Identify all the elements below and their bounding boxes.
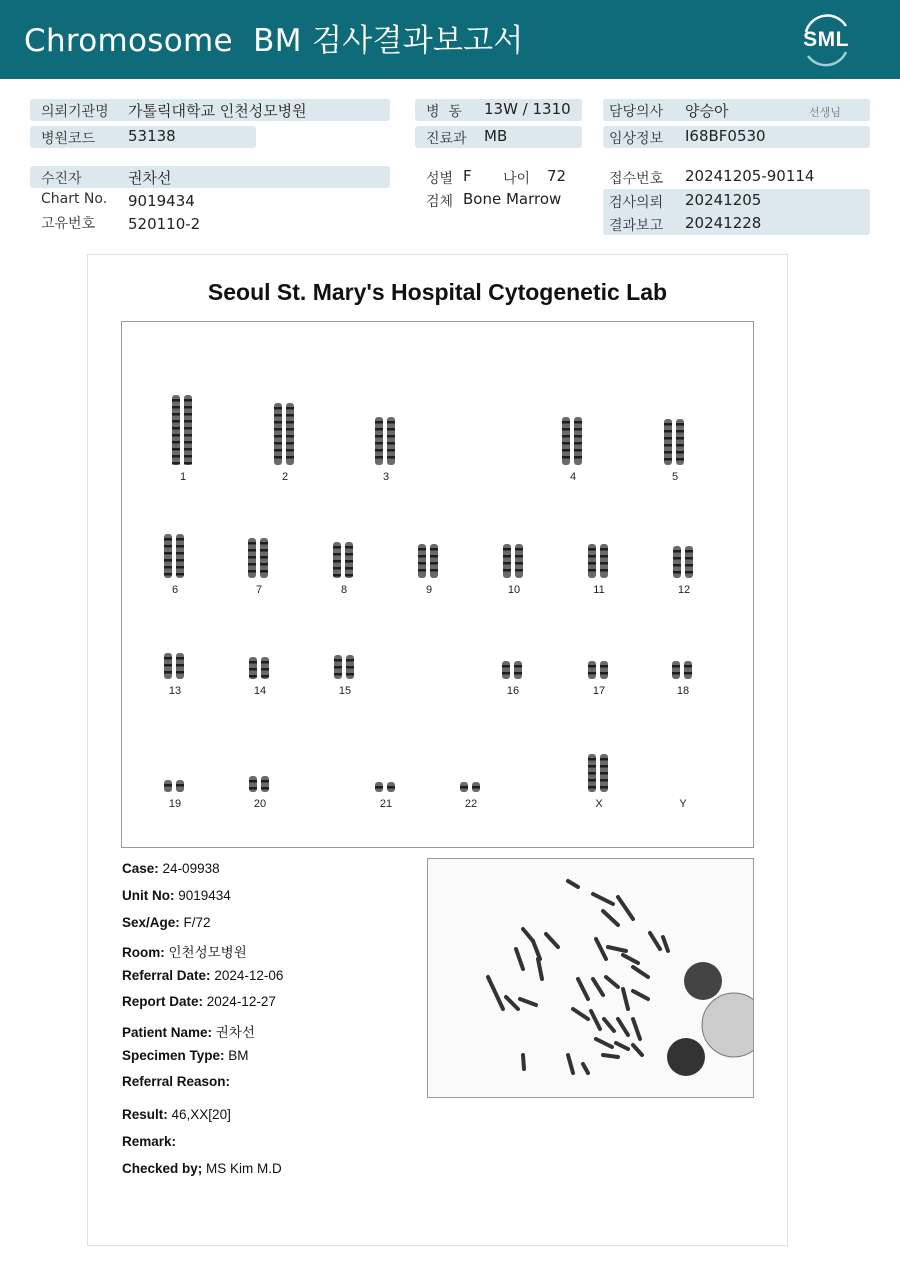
checked-line <box>122 1161 282 1176</box>
chromosome-label-15: 15 <box>338 685 352 697</box>
metaphase-chromosome <box>616 1043 628 1049</box>
chromosome-pair-20 <box>245 774 275 794</box>
hospital-code-label: 병원코드 <box>41 131 96 147</box>
department-value: MB <box>484 127 508 145</box>
metaphase-chromosome <box>618 897 633 919</box>
metaphase-spread-graphic <box>428 859 753 1097</box>
chromosome-label-20: 20 <box>253 798 267 810</box>
chart-value: 9019434 <box>128 192 195 210</box>
metaphase-chromosome <box>520 999 536 1005</box>
metaphase-chromosome <box>538 959 542 979</box>
chromosome-label-21: 21 <box>379 798 393 810</box>
metaphase-chromosome <box>593 894 613 904</box>
chromosome-label-16: 16 <box>506 685 520 697</box>
metaphase-chromosome <box>578 979 588 999</box>
metaphase-chromosome <box>546 934 558 947</box>
unit-label: Unit No: <box>122 888 175 903</box>
clinical-label: 임상정보 <box>609 131 664 147</box>
hospital-code-value: 53138 <box>128 127 176 145</box>
clinical-value: I68BF0530 <box>685 127 766 145</box>
specimen-type-value: BM <box>228 1048 249 1063</box>
chromosome-label-4: 4 <box>569 471 577 483</box>
metaphase-chromosome <box>516 949 523 969</box>
chromosome-pair-13 <box>160 651 190 681</box>
patient-bar <box>30 166 390 188</box>
chromosome-pair-21 <box>371 780 401 794</box>
referral-date-value: 2024-12-06 <box>214 968 284 983</box>
metaphase-chromosome <box>633 1045 642 1055</box>
metaphase-chromosome <box>663 937 668 951</box>
referral-reason-label: Referral Reason: <box>122 1074 231 1089</box>
chromosome-label-Y: Y <box>679 798 687 810</box>
chromosome-label-5: 5 <box>671 471 679 483</box>
chromosome-label-17: 17 <box>592 685 606 697</box>
lab-title: Seoul St. Mary's Hospital Cytogenetic Lab <box>207 279 668 305</box>
metaphase-chromosome <box>568 881 578 887</box>
sml-logo <box>796 12 856 68</box>
doctor-label: 담당의사 <box>609 104 664 120</box>
metaphase-chromosome <box>623 955 638 963</box>
chromosome-label-11: 11 <box>593 584 605 596</box>
receipt-label: 접수번호 <box>609 171 664 187</box>
chromosome-label-19: 19 <box>168 798 182 810</box>
receipt-value: 20241205-90114 <box>685 167 815 185</box>
sexage-value: F/72 <box>183 915 211 930</box>
sex-value: F <box>463 167 472 185</box>
chromosome-label-12: 12 <box>677 584 691 596</box>
patient-name-line <box>122 1021 255 1041</box>
metaphase-chromosome <box>506 997 518 1009</box>
metaphase-chromosome <box>523 929 533 941</box>
chromosome-label-14: 14 <box>253 685 267 697</box>
age-value: 72 <box>547 167 567 185</box>
karyotype-report <box>87 254 788 1246</box>
metaphase-chromosome <box>596 1039 612 1047</box>
chromosome-pair-7 <box>244 536 274 580</box>
metaphase-chromosome <box>583 1064 588 1073</box>
chromosome-pair-19 <box>160 778 190 794</box>
chromosome-label-X: X <box>595 798 603 810</box>
metaphase-chromosome <box>606 977 618 987</box>
chromosome-pair-2 <box>270 401 300 467</box>
institution-value: 가톨릭대학교 인천성모병원 <box>128 102 307 120</box>
metaphase-chromosome <box>593 979 603 995</box>
metaphase-chromosome <box>633 991 648 999</box>
metaphase-chromosome <box>603 911 618 925</box>
unit-line <box>122 888 231 903</box>
chromosome-pair-22 <box>456 780 486 794</box>
chromosome-pair-9 <box>414 542 444 580</box>
result-label: Result: <box>122 1107 168 1122</box>
chromosome-label-10: 10 <box>507 584 521 596</box>
remark-line <box>122 1134 176 1149</box>
doctor-value: 양승아 <box>685 102 729 120</box>
patient-name-value: 권차선 <box>215 1025 255 1040</box>
referral-reason-line <box>122 1074 230 1089</box>
metaphase-chromosome <box>650 933 660 949</box>
patient-label: 수진자 <box>41 171 82 187</box>
logo-text: SML <box>803 28 849 51</box>
specimen-type-label: Specimen Type: <box>122 1048 225 1063</box>
metaphase-chromosome <box>568 1055 573 1073</box>
case-line <box>122 861 220 876</box>
chromosome-pair-15 <box>330 653 360 681</box>
result-date-label: 결과보고 <box>609 218 664 234</box>
chromosome-pair-11 <box>584 542 614 580</box>
chart-label: Chart No. <box>41 191 108 207</box>
metaphase-chromosome <box>618 1019 628 1035</box>
chromosome-pair-8 <box>329 540 359 580</box>
metaphase-chromosome <box>633 1019 640 1039</box>
department-label: 진료과 <box>426 131 467 147</box>
metaphase-spread-image <box>427 858 754 1098</box>
unique-label: 고유번호 <box>41 216 96 232</box>
sexage-label: Sex/Age: <box>122 915 180 930</box>
specimen-value: Bone Marrow <box>463 190 562 208</box>
chromosome-pair-16 <box>498 659 528 681</box>
institution-label: 의뢰기관명 <box>41 104 109 120</box>
chromosome-pair-3 <box>371 415 401 467</box>
metaphase-chromosome <box>533 941 540 959</box>
specimen-type-line <box>122 1048 249 1063</box>
chromosome-pair-4 <box>558 415 588 467</box>
room-value: 인천성모병원 <box>168 945 247 960</box>
sexage-line <box>122 915 211 930</box>
metaphase-chromosome <box>603 1055 618 1057</box>
checked-label: Checked by; <box>122 1161 203 1176</box>
patient-name-label: Patient Name: <box>122 1025 213 1040</box>
chromosome-label-2: 2 <box>281 471 289 483</box>
report-date-label: Report Date: <box>122 994 204 1009</box>
nucleus-1 <box>684 962 722 1000</box>
request-label: 검사의뢰 <box>609 195 664 211</box>
report-date-line <box>122 994 276 1009</box>
checked-value: MS Kim M.D <box>206 1161 282 1176</box>
chromosome-label-6: 6 <box>171 584 179 596</box>
result-date-value: 20241228 <box>685 214 762 232</box>
chromosome-pair-14 <box>245 655 275 681</box>
metaphase-chromosome <box>591 1011 600 1029</box>
chromosome-label-18: 18 <box>676 685 690 697</box>
unit-value: 9019434 <box>178 888 231 903</box>
metaphase-chromosome <box>596 939 606 959</box>
patient-value: 권차선 <box>128 169 172 187</box>
chromosome-pair-1 <box>168 393 198 467</box>
room-line <box>122 941 247 961</box>
request-value: 20241205 <box>685 191 762 209</box>
age-label: 나이 <box>503 171 531 187</box>
chromosome-label-7: 7 <box>255 584 263 596</box>
chromosome-label-8: 8 <box>340 584 348 596</box>
ward-label: 병 동 <box>426 104 462 120</box>
room-label: Room: <box>122 945 165 960</box>
chromosome-label-22: 22 <box>464 798 478 810</box>
metaphase-chromosome <box>604 1019 614 1031</box>
chromosome-pair-17 <box>584 659 614 681</box>
chromosome-label-9: 9 <box>425 584 433 596</box>
chromosome-label-3: 3 <box>382 471 390 483</box>
referral-date-label: Referral Date: <box>122 968 211 983</box>
chromosome-pair-10 <box>499 542 529 580</box>
unique-value: 520110-2 <box>128 215 201 233</box>
nucleus-3 <box>667 1038 705 1076</box>
chromosome-pair-X <box>584 752 614 794</box>
chromosome-pair-6 <box>160 532 190 580</box>
chromosome-label-13: 13 <box>168 685 182 697</box>
chromosome-label-1: 1 <box>179 471 187 483</box>
result-value: 46,XX[20] <box>171 1107 231 1122</box>
doctor-suffix: 선생님 <box>809 106 841 119</box>
page-title: Chromosome BM 검사결과보고서 <box>24 23 524 59</box>
metaphase-chromosome <box>523 1055 524 1069</box>
metaphase-chromosome <box>623 989 628 1009</box>
metaphase-chromosome <box>633 967 648 977</box>
page-header <box>0 0 900 79</box>
karyogram <box>121 321 754 848</box>
case-label: Case: <box>122 861 159 876</box>
chromosome-pair-18 <box>668 659 698 681</box>
specimen-label: 검체 <box>426 194 454 210</box>
metaphase-chromosome <box>573 1009 588 1019</box>
ward-value: 13W / 1310 <box>484 100 571 118</box>
metaphase-chromosome <box>608 947 626 951</box>
chromosome-pair-5 <box>660 417 690 467</box>
referral-date-line <box>122 968 283 983</box>
remark-label: Remark: <box>122 1134 177 1149</box>
chromosome-pair-12 <box>669 544 699 580</box>
result-line <box>122 1107 231 1122</box>
metaphase-chromosome <box>488 977 503 1009</box>
nucleus-2 <box>702 993 753 1057</box>
case-value: 24-09938 <box>162 861 220 876</box>
sex-label: 성별 <box>426 171 454 187</box>
report-date-value: 2024-12-27 <box>206 994 276 1009</box>
